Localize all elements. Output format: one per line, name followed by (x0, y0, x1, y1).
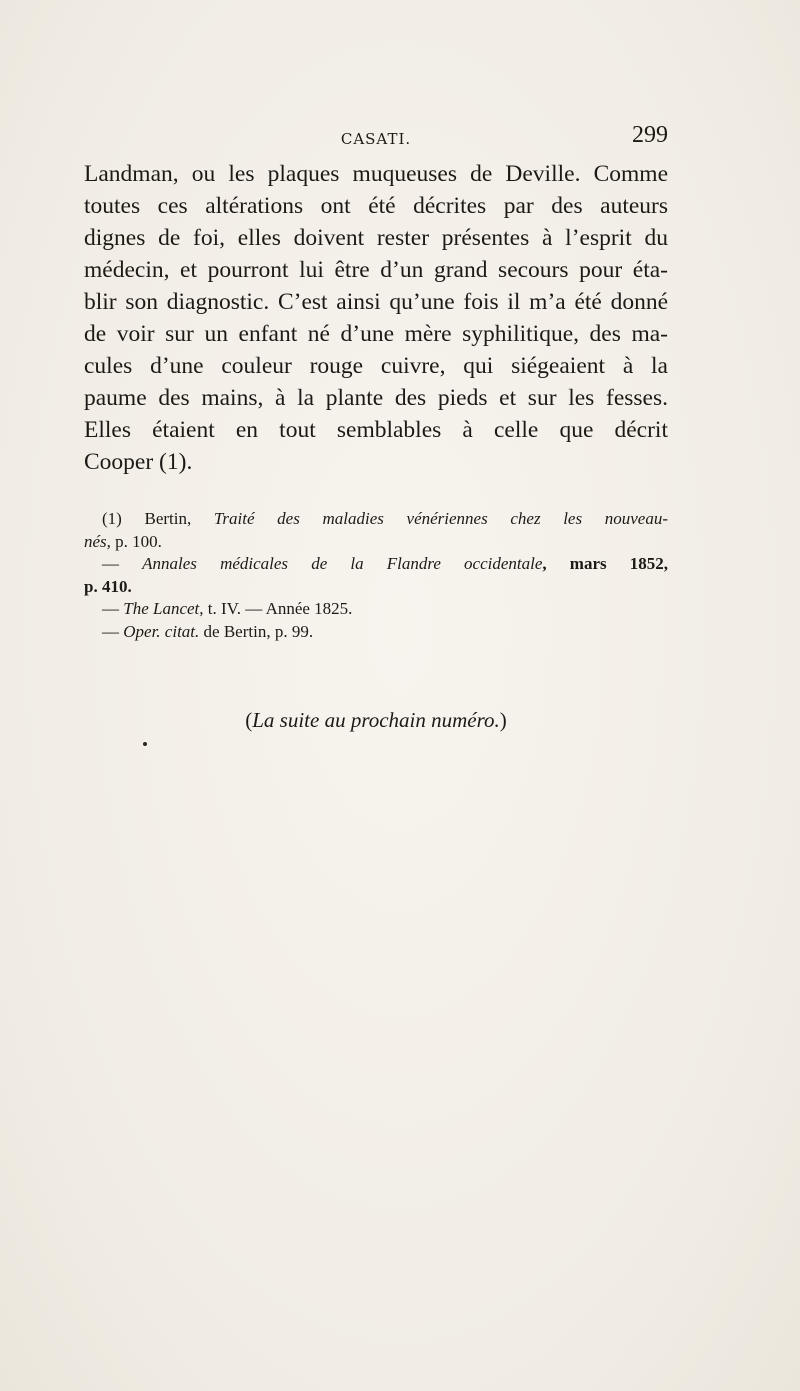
footnote-rest: de Bertin, p. 99. (203, 621, 314, 641)
page-number: 299 (632, 122, 668, 148)
footnote-dash: — (102, 621, 119, 641)
ink-speck (143, 742, 147, 746)
footnote-title: The Lancet, (123, 599, 204, 618)
body-line: toutes ces altérations ont été décrites par des auteurs (84, 193, 668, 219)
footnote-4 (84, 621, 668, 644)
body-line: Elles étaient en tout semblables à celle que décrit (84, 417, 668, 443)
paren-close: ) (499, 708, 507, 732)
footnote-3 (84, 598, 668, 621)
body-paragraph (84, 158, 668, 478)
footnote-dash: — (102, 554, 119, 573)
continuation-note (84, 708, 668, 733)
footnote-pages: p. 410. (84, 576, 132, 596)
continuation-text: La suite au prochain numéro. (252, 708, 500, 732)
footnote-rest: t. IV. — Année 1825. (207, 599, 353, 618)
footnote-2-line-1 (84, 553, 668, 576)
footnote-2-line-2 (84, 576, 668, 599)
footnote-date: , mars 1852, (542, 554, 669, 573)
body-line: cules d’une couleur rouge cuivre, qui siégeaient à la (84, 353, 668, 379)
body-line: de voir sur un enfant né d’une mère syphilitique, des ma- (84, 321, 668, 347)
footnote-title-cont: nés, (84, 531, 111, 551)
footnote-pages: p. 100. (115, 531, 162, 551)
body-line: blir son diagnostic. C’est ainsi qu’une fois il m’a été donné (84, 289, 668, 315)
body-line: dignes de foi, elles doivent rester présentes à l’esprit du (84, 225, 668, 251)
body-line: paume des mains, à la plante des pieds et sur les fesses. (84, 385, 668, 411)
running-head (84, 122, 668, 152)
footnote-1-line-1 (84, 508, 668, 531)
footnote-title: Oper. citat. (123, 621, 200, 641)
body-line: médecin, et pourront lui être d’un grand secours pour éta- (84, 257, 668, 283)
footnote-title: Annales médicales de la Flandre occidentale (142, 554, 543, 573)
footnote-title: Traité des maladies vénériennes chez les nouveau- (213, 509, 668, 528)
body-line: Landman, ou les plaques muqueuses de Deville. Comme (84, 161, 668, 187)
running-title: CASATI. (340, 130, 412, 148)
footnote-author: Bertin, (144, 509, 192, 528)
footnote-marker: (1) (102, 509, 122, 528)
footnote-dash: — (102, 599, 119, 618)
paren-open: ( (245, 708, 253, 732)
footnotes (84, 508, 668, 643)
body-line: Cooper (1). (84, 449, 193, 475)
footnote-1-line-2 (84, 531, 668, 554)
